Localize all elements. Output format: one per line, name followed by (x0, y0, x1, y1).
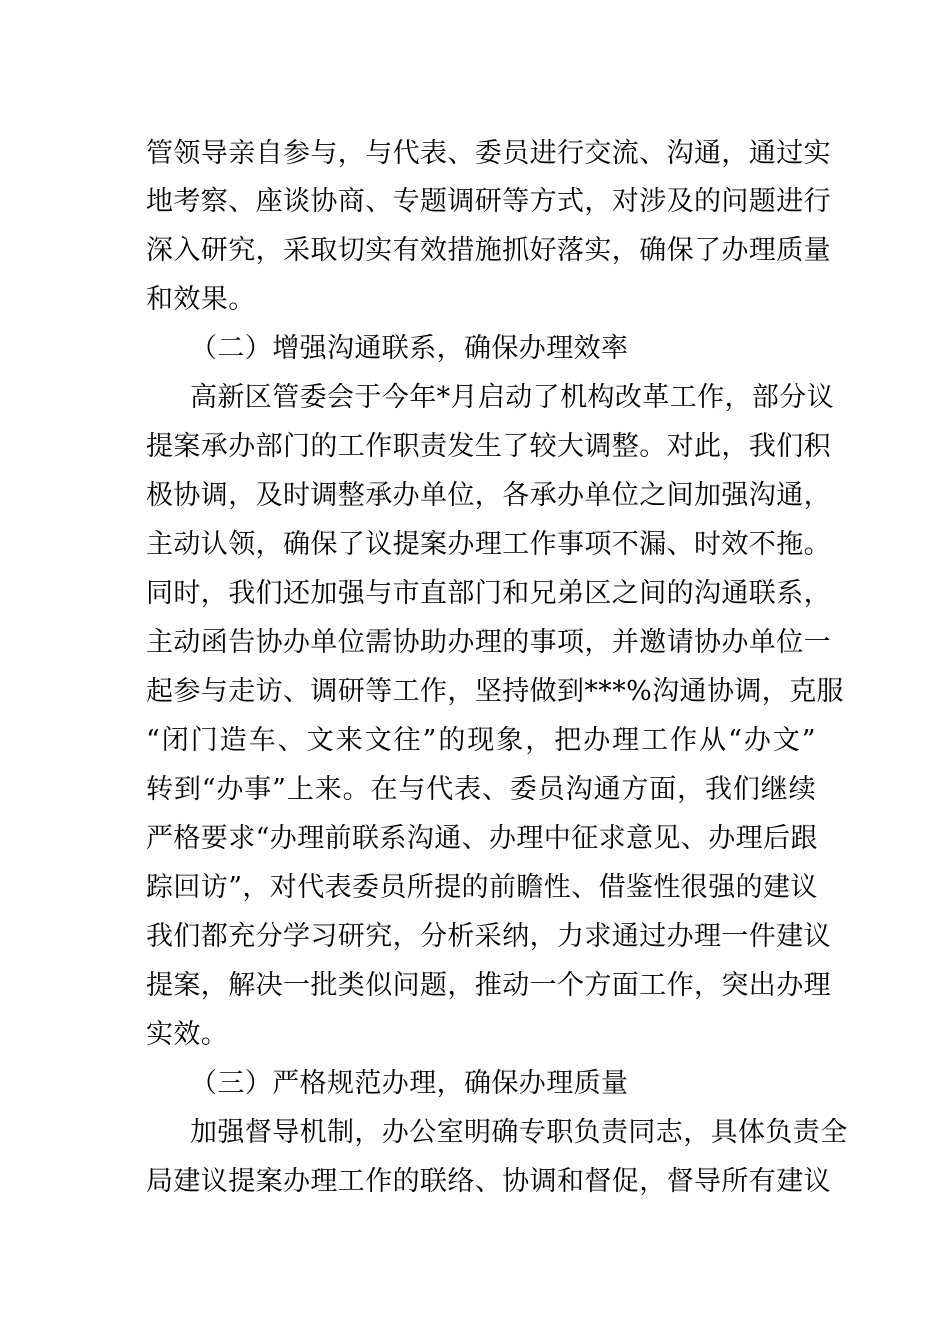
text-line: 地考察、座谈协商、专题调研等方式，对涉及的问题进行 (146, 186, 831, 217)
text-line: 提案承办部门的工作职责发生了较大调整。对此，我们积 (146, 431, 831, 462)
text-line: 同时，我们还加强与市直部门和兄弟区之间的沟通联系， (146, 578, 831, 609)
text-line: 起参与走访、调研等工作，坚持做到***%沟通协调，克服 (146, 676, 844, 707)
text-line: 我们都充分学习研究，分析采纳，力求通过办理一件建议 (146, 921, 831, 952)
text-line: 局建议提案办理工作的联络、协调和督促，督导所有建议 (146, 1166, 831, 1197)
text-line: 高新区管委会于今年*月启动了机构改革工作，部分议 (190, 382, 835, 413)
text-line: 严格要求“办理前联系沟通、办理中征求意见、办理后跟 (146, 823, 818, 854)
text-line: 转到“办事”上来。在与代表、委员沟通方面，我们继续 (146, 774, 816, 805)
text-line: 主动函告协办单位需协助办理的事项，并邀请协办单位一 (146, 627, 831, 658)
text-line: 管领导亲自参与，与代表、委员进行交流、沟通，通过实 (146, 138, 831, 169)
text-line: 深入研究，采取切实有效措施抓好落实，确保了办理质量 (146, 235, 831, 266)
text-line: 和效果。 (146, 284, 256, 315)
section-heading: （三）严格规范办理，确保办理质量 (190, 1068, 629, 1099)
text-line: 加强督导机制，办公室明确专职负责同志，具体负责全 (190, 1117, 848, 1148)
text-line: 踪回访”，对代表委员所提的前瞻性、借鉴性很强的建议 (146, 872, 818, 903)
text-line: 提案，解决一批类似问题，推动一个方面工作，突出办理 (146, 970, 831, 1001)
section-heading: （二）增强沟通联系，确保办理效率 (190, 333, 629, 364)
text-line: 主动认领，确保了议提案办理工作事项不漏、时效不拖。 (146, 529, 831, 560)
text-line: “闭门造车、文来文往”的现象，把办理工作从“办文” (146, 725, 816, 756)
text-line: 实效。 (146, 1019, 229, 1050)
text-line: 极协调，及时调整承办单位，各承办单位之间加强沟通， (146, 480, 831, 511)
